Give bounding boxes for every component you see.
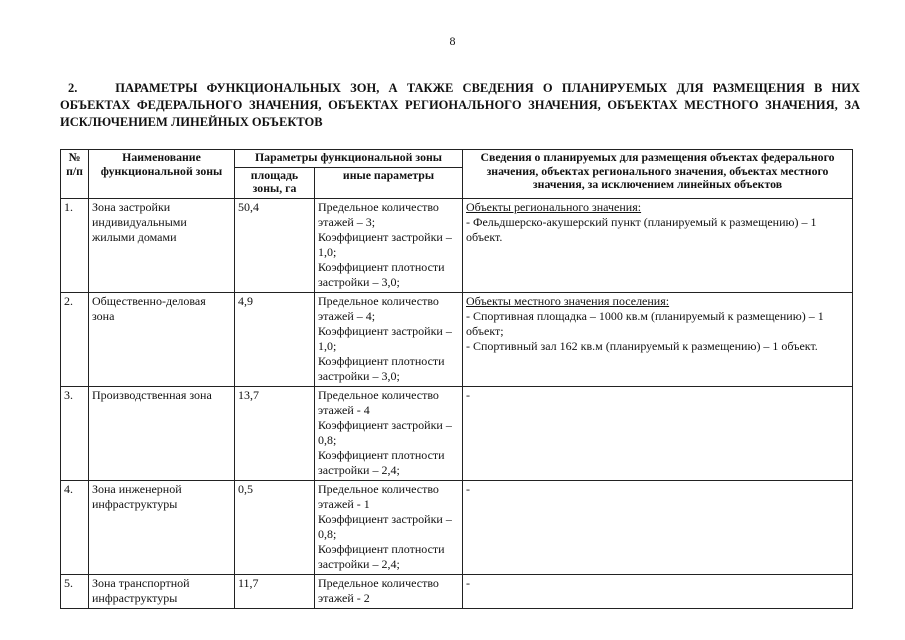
section-title: [60, 80, 860, 131]
row-number: 4.: [61, 480, 89, 574]
row-number: 1.: [61, 198, 89, 292]
planned-objects: [463, 198, 853, 292]
object-line: - Спортивная площадка – 1000 кв.м (планируемый к размещению) – 1 объект;: [466, 308, 824, 338]
zone-area: 11,7: [235, 574, 315, 608]
zone-name: Зона транспортной инфраструктуры: [89, 574, 235, 608]
zone-other-params: [315, 480, 463, 574]
zone-area: 50,4: [235, 198, 315, 292]
section-number: 2.: [68, 81, 78, 95]
zones-table-body: [61, 198, 853, 608]
zone-name: Зона инженерной инфраструктуры: [89, 480, 235, 574]
row-number: 5.: [61, 574, 89, 608]
param-line: Коэффициент плотности застройки – 2,4;: [318, 541, 445, 571]
param-line: Предельное количество этажей – 4;: [318, 293, 439, 323]
row-number: 2.: [61, 292, 89, 386]
object-line: -: [466, 481, 470, 496]
zone-area: 13,7: [235, 386, 315, 480]
param-line: Коэффициент застройки – 0,8;: [318, 417, 452, 447]
object-line: - Фельдшерско-акушерский пункт (планируемый к размещению) – 1 объект.: [466, 214, 817, 244]
header-planned-objects: Сведения о планируемых для размещения объектах федерального значения, объектах регионального значения, объектах местного значения, за исключением линейных объектов: [463, 150, 853, 199]
page-number: 8: [449, 34, 456, 48]
planned-objects: [463, 480, 853, 574]
zone-other-params: [315, 292, 463, 386]
header-params-group: Параметры функциональной зоны: [235, 150, 463, 168]
param-line: Предельное количество этажей - 2: [318, 575, 439, 605]
planned-objects: [463, 574, 853, 608]
zones-table: [60, 149, 853, 609]
header-num: № п/п: [61, 150, 89, 199]
param-line: Коэффициент застройки – 1,0;: [318, 229, 452, 259]
zone-name: Зона застройки индивидуальными жилыми домами: [89, 198, 235, 292]
object-line: - Спортивный зал 162 кв.м (планируемый к размещению) – 1 объект.: [466, 338, 818, 353]
zone-area: 0,5: [235, 480, 315, 574]
object-line: -: [466, 387, 470, 402]
param-line: Коэффициент плотности застройки – 3,0;: [318, 353, 445, 383]
section-title-text: ПАРАМЕТРЫ ФУНКЦИОНАЛЬНЫХ ЗОН, А ТАКЖЕ СВЕДЕНИЯ О ПЛАНИРУЕМЫХ ДЛЯ РАЗМЕЩЕНИЯ В НИХ ОБЪЕКТАХ ФЕДЕРАЛЬНОГО ЗНАЧЕНИЯ, ОБЪЕКТАХ РЕГИОНАЛЬНОГО ЗНАЧЕНИЯ, ОБЪЕКТАХ МЕСТНОГО ЗНАЧЕНИЯ, ЗА ИСКЛЮЧЕНИЕМ ЛИНЕЙНЫХ ОБЪЕКТОВ: [60, 81, 860, 129]
zone-name: Общественно-деловая зона: [89, 292, 235, 386]
param-line: Коэффициент плотности застройки – 2,4;: [318, 447, 445, 477]
objects-heading: Объекты регионального значения:: [466, 199, 642, 214]
objects-heading: Объекты местного значения поселения:: [466, 293, 670, 308]
zone-other-params: [315, 386, 463, 480]
table-row: [61, 292, 853, 386]
table-row: [61, 574, 853, 608]
row-number: 3.: [61, 386, 89, 480]
param-line: Предельное количество этажей - 4: [318, 387, 439, 417]
zone-area: 4,9: [235, 292, 315, 386]
param-line: Предельное количество этажей – 3;: [318, 199, 439, 229]
object-line: -: [466, 575, 470, 590]
zone-name: Производственная зона: [89, 386, 235, 480]
header-other-params: иные параметры: [315, 167, 463, 198]
table-row: [61, 198, 853, 292]
zone-other-params: [315, 574, 463, 608]
param-line: Коэффициент плотности застройки – 3,0;: [318, 259, 445, 289]
header-zone-name: Наименование функциональной зоны: [89, 150, 235, 199]
param-line: Коэффициент застройки – 0,8;: [318, 511, 452, 541]
planned-objects: [463, 386, 853, 480]
param-line: Коэффициент застройки – 1,0;: [318, 323, 452, 353]
zone-other-params: [315, 198, 463, 292]
planned-objects: [463, 292, 853, 386]
table-row: [61, 386, 853, 480]
param-line: Предельное количество этажей - 1: [318, 481, 439, 511]
header-area: площадь зоны, га: [235, 167, 315, 198]
table-row: [61, 480, 853, 574]
